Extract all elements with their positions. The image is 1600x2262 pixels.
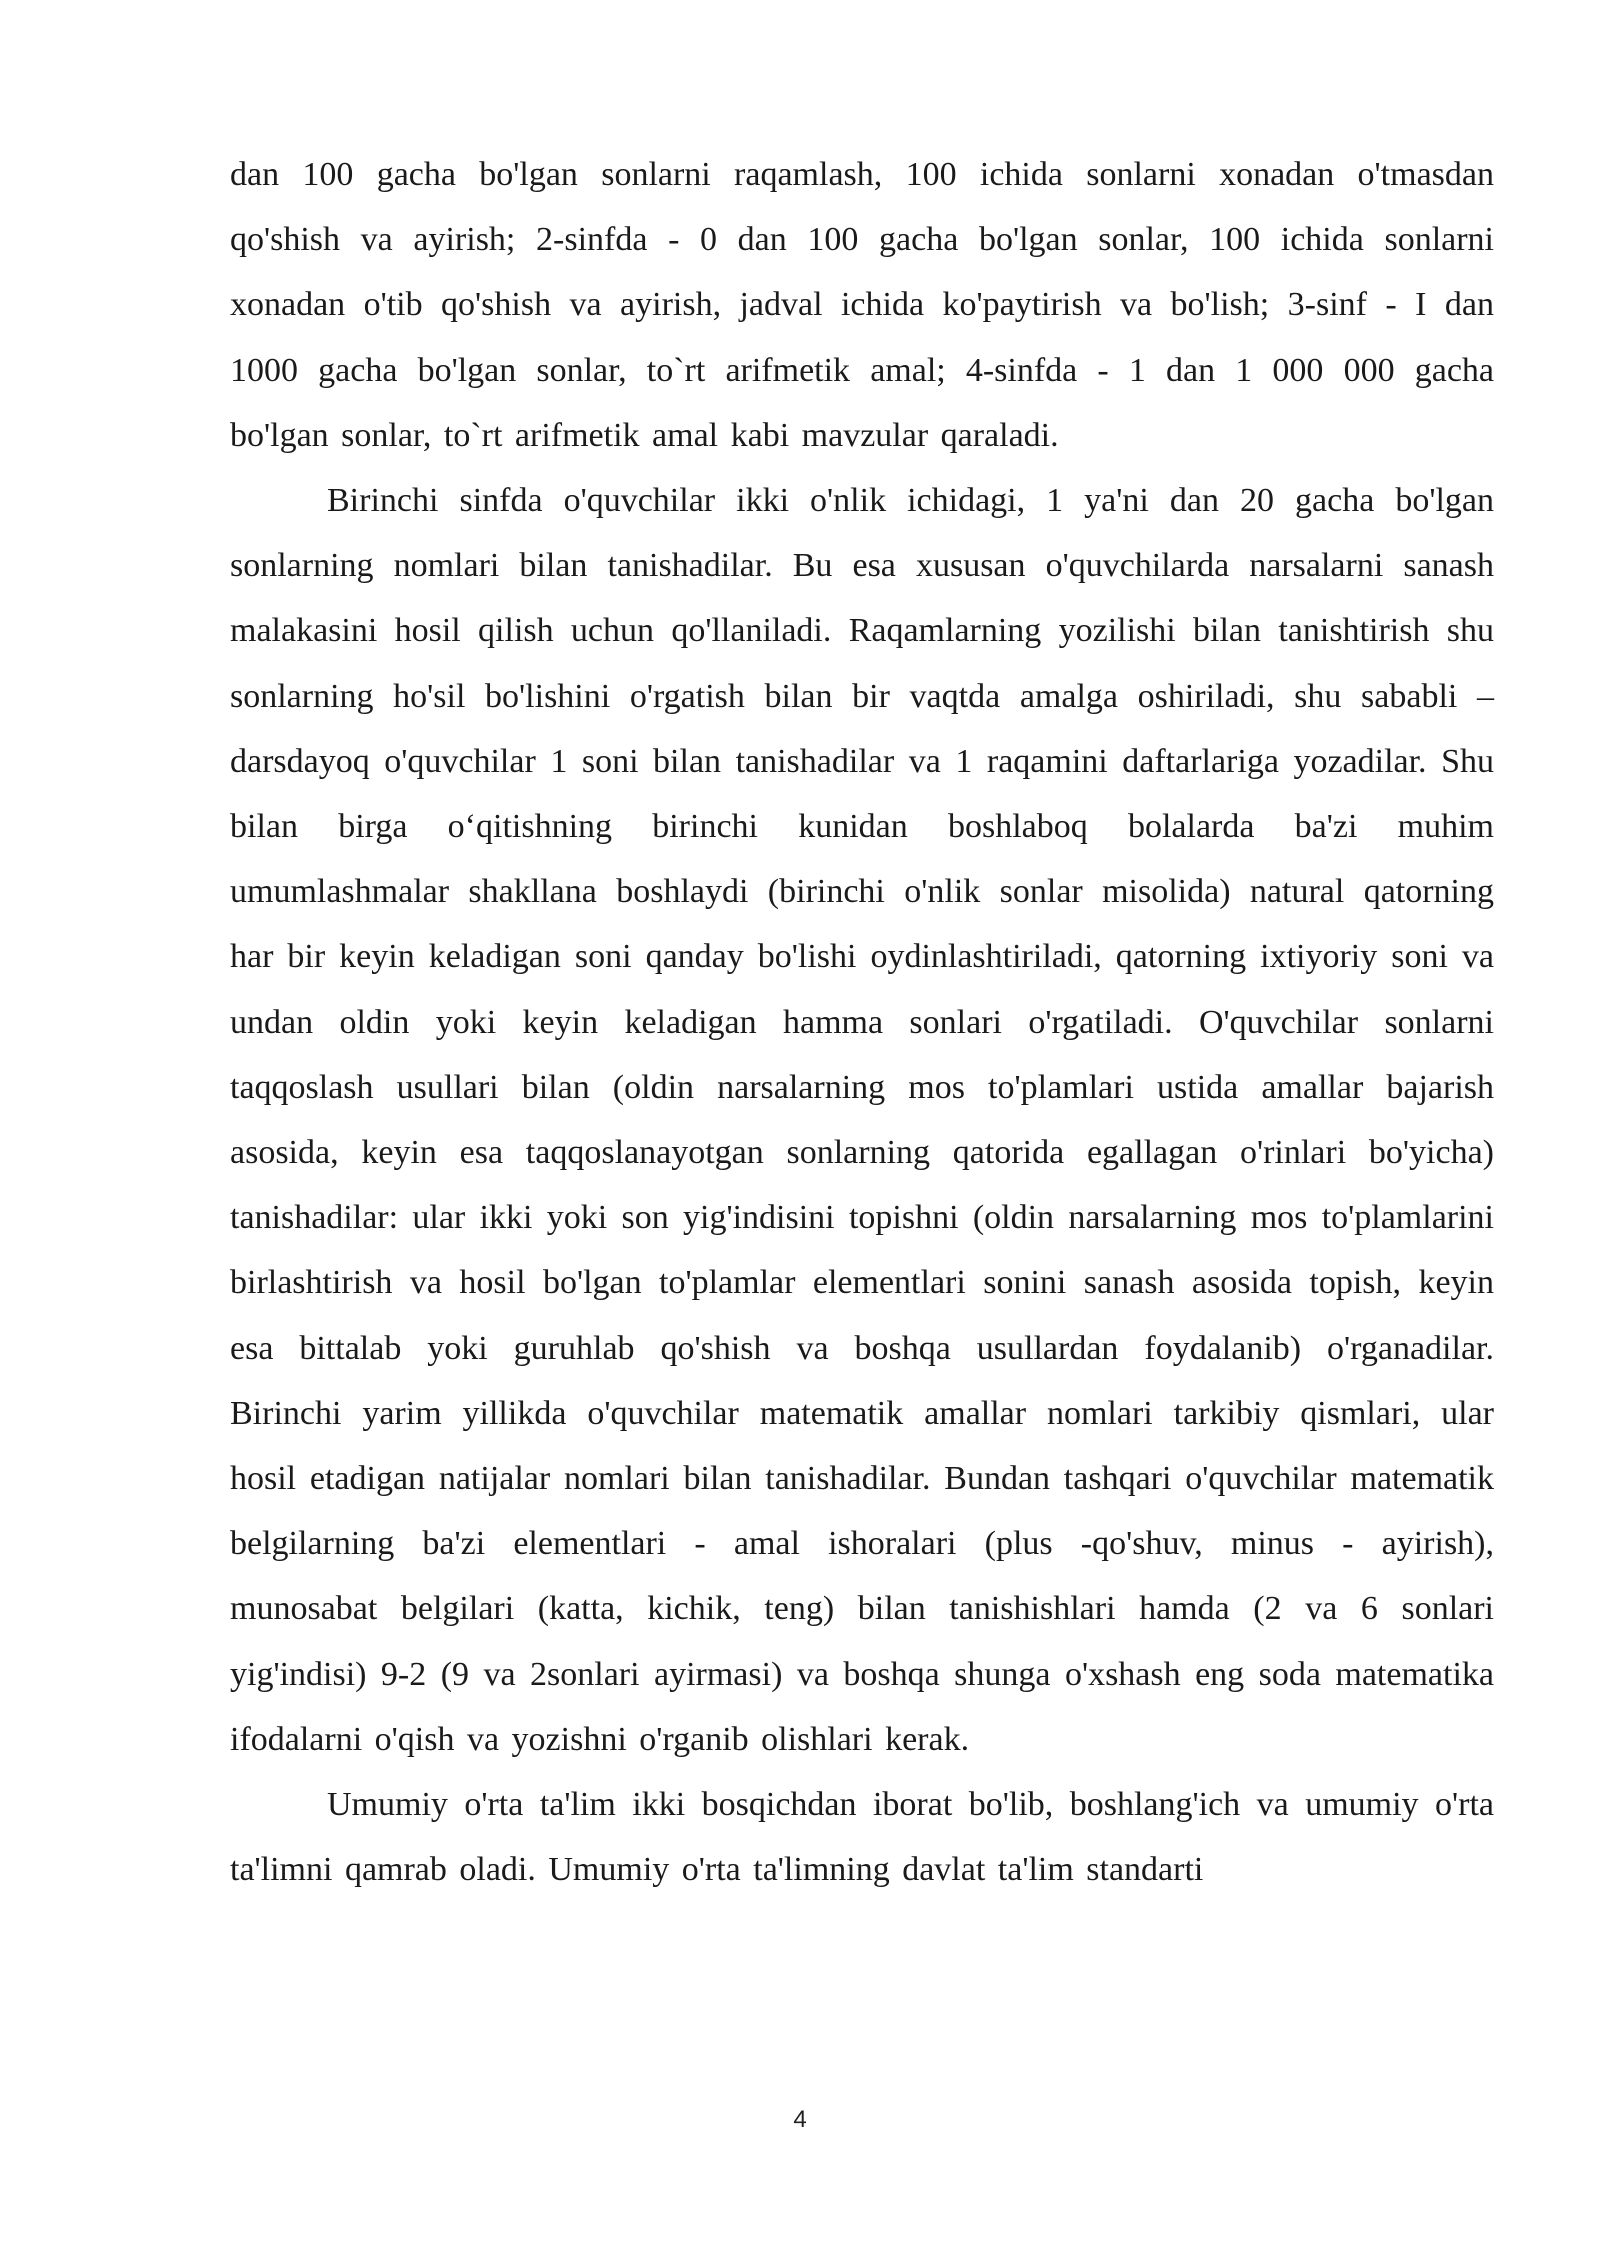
paragraph-2: Birinchi sinfda o'quvchilar ikki o'nlik ichidagi, 1 ya'ni dan 20 gacha bo'lgan sonlarning nomlari bilan tanishadilar. Bu esa xususan o'quvchilarda narsalarni sanash malakasini hosil qilish uchun qo'llaniladi. Raqamlarning yozilishi bilan tanishtirish shu sonlarning ho'sil bo'lishini o'rgatish bilan bir vaqtda amalga oshiriladi, shu sababli – darsdayoq o'quvchilar 1 soni bilan tanishadilar va 1 raqamini daftarlariga yozadilar. Shu bilan birga o‘qitishning birinchi kunidan boshlaboq bolalarda ba'zi muhim umumlashmalar shakllana boshlaydi (birinchi o'nlik sonlar misolida) natural qatorning har bir keyin keladigan soni qanday bo'lishi oydinlashtiriladi, qatorning ixtiyoriy soni va undan oldin yoki keyin keladigan hamma sonlari o'rgatiladi. O'quvchilar sonlarni taqqoslash usullari bilan (oldin narsalarning mos to'plamlari ustida amallar bajarish asosida, keyin esa taqqoslanayotgan sonlarning qatorida egallagan o'rinlari bo'yicha) tanishadilar: ular ikki yoki son yig'indisini topishni (oldin narsalarning mos to'plamlarini birlashtirish va hosil bo'lgan to'plamlar elementlari sonini sanash asosida topish, keyin esa bittalab yoki guruhlab qo'shish va boshqa usullardan foydalanib) o'rganadilar. Birinchi yarim yillikda o'quvchilar matematik amallar nomlari tarkibiy qismlari, ular hosil etadigan natijalar nomlari bilan tanishadilar. Bundan tashqari o'quvchilar matematik belgilarning ba'zi elementlari - amal ishoralari (plus -qo'shuv, minus - ayirish), munosabat belgilari (katta, kichik, teng) bilan tanishishlari hamda (2 va 6 sonlari yig'indisi) 9-2 (9 va 2sonlari ayirmasi) va boshqa shunga o'xshash eng soda matematika ifodalarni o'qish va yozishni o'rganib olishlari kerak.	[230, 482, 1494, 1758]
page-number: 4	[793, 2106, 807, 2133]
paragraph-3: Umumiy o'rta ta'lim ikki bosqichdan iborat bo'lib, boshlang'ich va umumiy o'rta ta'limni qamrab oladi. Umumiy o'rta ta'limning davlat ta'lim standarti	[230, 1786, 1494, 1889]
paragraph-1: dan 100 gacha bo'lgan sonlarni raqamlash, 100 ichida sonlarni xonadan o'tmasdan qo'shish va ayirish; 2-sinfda - 0 dan 100 gacha bo'lgan sonlar, 100 ichida sonlarni xonadan o'tib qo'shish va ayirish, jadval ichida ko'paytirish va bo'lish; 3-sinf - I dan 1000 gacha bo'lgan sonlar, to`rt arifmetik amal; 4-sinfda - 1 dan 1 000 000 gacha bo'lgan sonlar, to`rt arifmetik amal kabi mavzular qaraladi.	[230, 156, 1494, 454]
body-text	[230, 142, 1494, 1902]
